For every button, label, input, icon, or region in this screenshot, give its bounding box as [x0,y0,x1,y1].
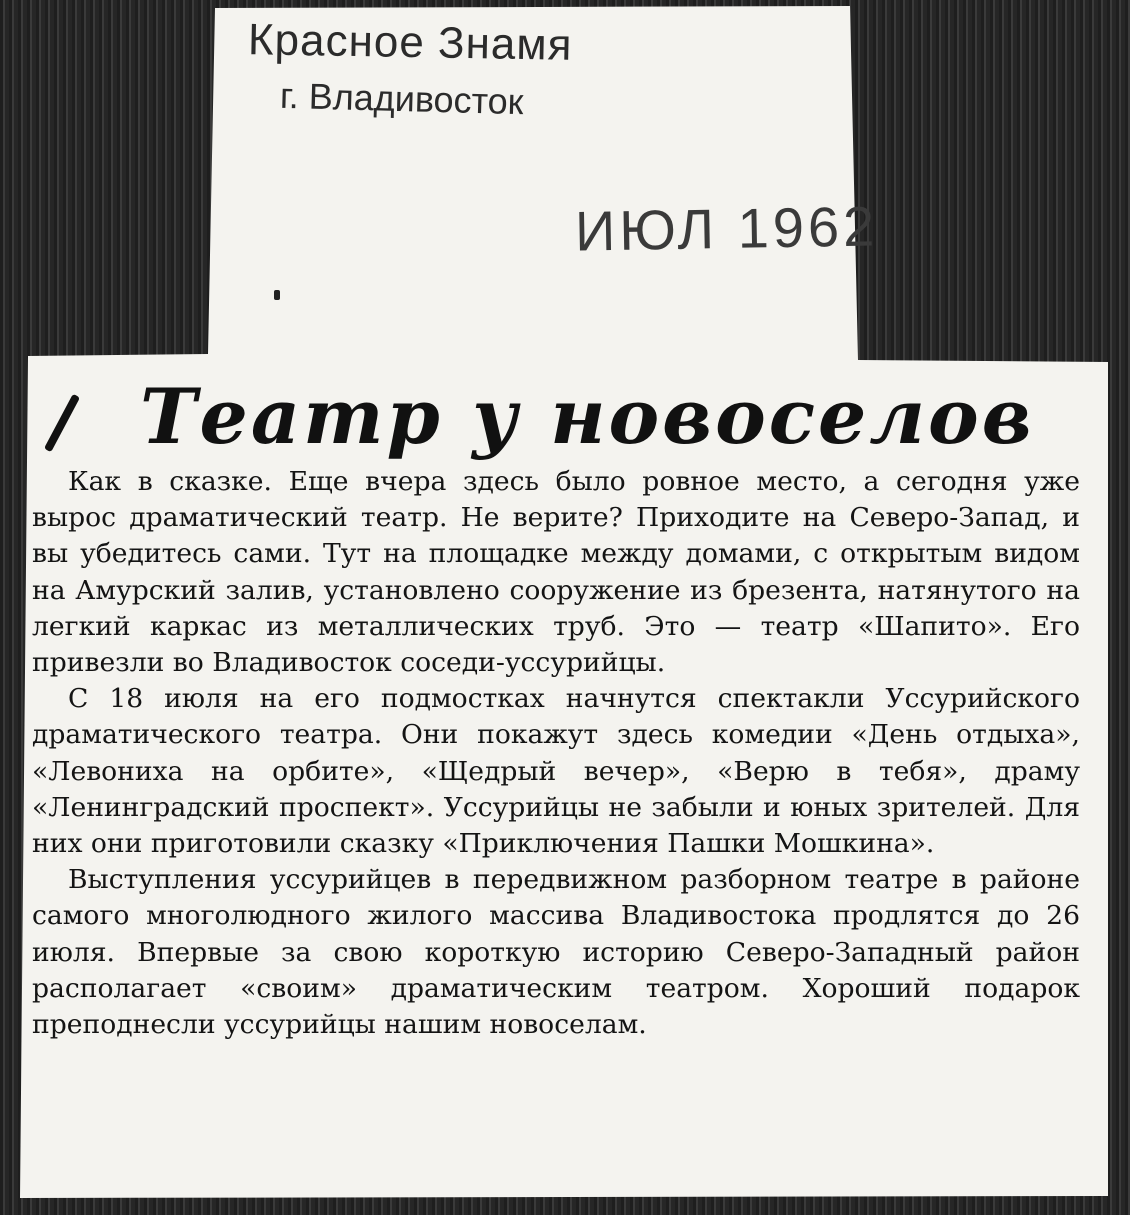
article-body [32,464,1080,1043]
stamp-date: ИЮЛ 1962 [574,194,879,263]
ink-speck [274,290,280,300]
article-paragraph: Как в сказке. Еще вчера здесь было ровное место, а сегодня уже вырос драматический театр. Не верите? Приходите на Северо-Запад, и вы убедитесь сами. Тут на площадке между домами, с открытым видом на Амурский залив, установлено сооружение из брезента, натянутого на легкий каркас из металлических труб. Это — театр «Шапито». Его привезли во Владивосток соседи-уссурийцы. [32,466,1080,679]
article-paragraph: Выступления уссурийцев в передвижном разборном театре в районе самого многолюдного жилого массива Владивостока продлятся до 26 июля. Впервые за свою короткую историю Северо-Западный район располагает «своим» драматическим театром. Хороший подарок преподнесли уссурийцы нашим новоселам. [32,864,1080,1041]
stamp-city: г. Владивосток [279,74,525,123]
stamp-newspaper-name: Красное Знамя [247,15,573,70]
article-headline: Театр у новоселов [140,372,1035,461]
article-paragraph: С 18 июля на его подмостках начнутся спектакли Уссурийского драматического театра. Они покажут здесь комедии «День отдыха», «Левониха на орбите», «Щедрый вечер», «Верю в тебя», драму «Ленинградский проспект». Уссурийцы не забыли и юных зрителей. Для них они приготовили сказку «Приключения Пашки Мошкина». [32,683,1080,860]
